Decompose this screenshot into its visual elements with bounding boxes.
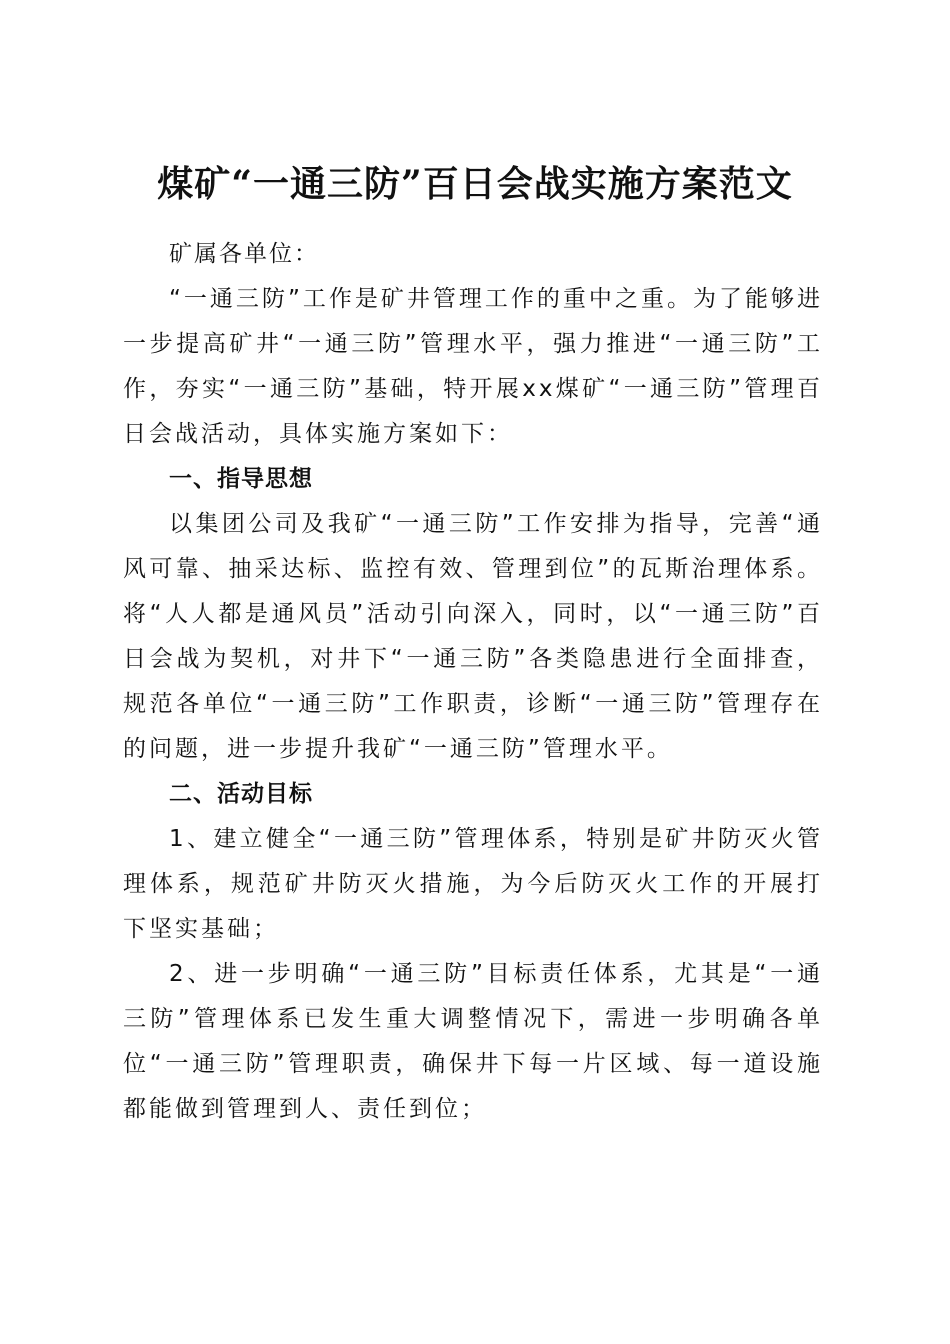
salutation: 矿属各单位： [169, 241, 319, 267]
section-heading-activity-goals: 二、活动目标 [169, 781, 313, 807]
intro-paragraph: “一通三防”工作是矿井管理工作的重中之重。为了能够进一步提高矿井“一通三防”管理水平，强力推进“一通三防”工作，夯实“一通三防”基础，特开展xx煤矿“一通三防”管理百日会战活动，具体实施方案如下： [123, 286, 823, 447]
section-heading-guiding-ideology: 一、指导思想 [169, 466, 313, 492]
document-title: 煤矿“一通三防”百日会战实施方案范文 [157, 163, 793, 206]
activity-goal-item-2: 2、进一步明确“一通三防”目标责任体系，尤其是“一通三防”管理体系已发生重大调整情况下，需进一步明确各单位“一通三防”管理职责，确保井下每一片区域、每一道设施都能做到管理到人、责任到位； [123, 961, 823, 1122]
guiding-ideology-paragraph: 以集团公司及我矿“一通三防”工作安排为指导，完善“通风可靠、抽采达标、监控有效、管理到位”的瓦斯治理体系。将“人人都是通风员”活动引向深入，同时，以“一通三防”百日会战为契机，对井下“一通三防”各类隐患进行全面排查，规范各单位“一通三防”工作职责，诊断“一通三防”管理存在的问题，进一步提升我矿“一通三防”管理水平。 [123, 511, 823, 762]
document-body [123, 232, 823, 1132]
activity-goal-item-1: 1、建立健全“一通三防”管理体系，特别是矿井防灭火管理体系，规范矿井防灭火措施，为今后防灭火工作的开展打下坚实基础； [123, 826, 823, 942]
